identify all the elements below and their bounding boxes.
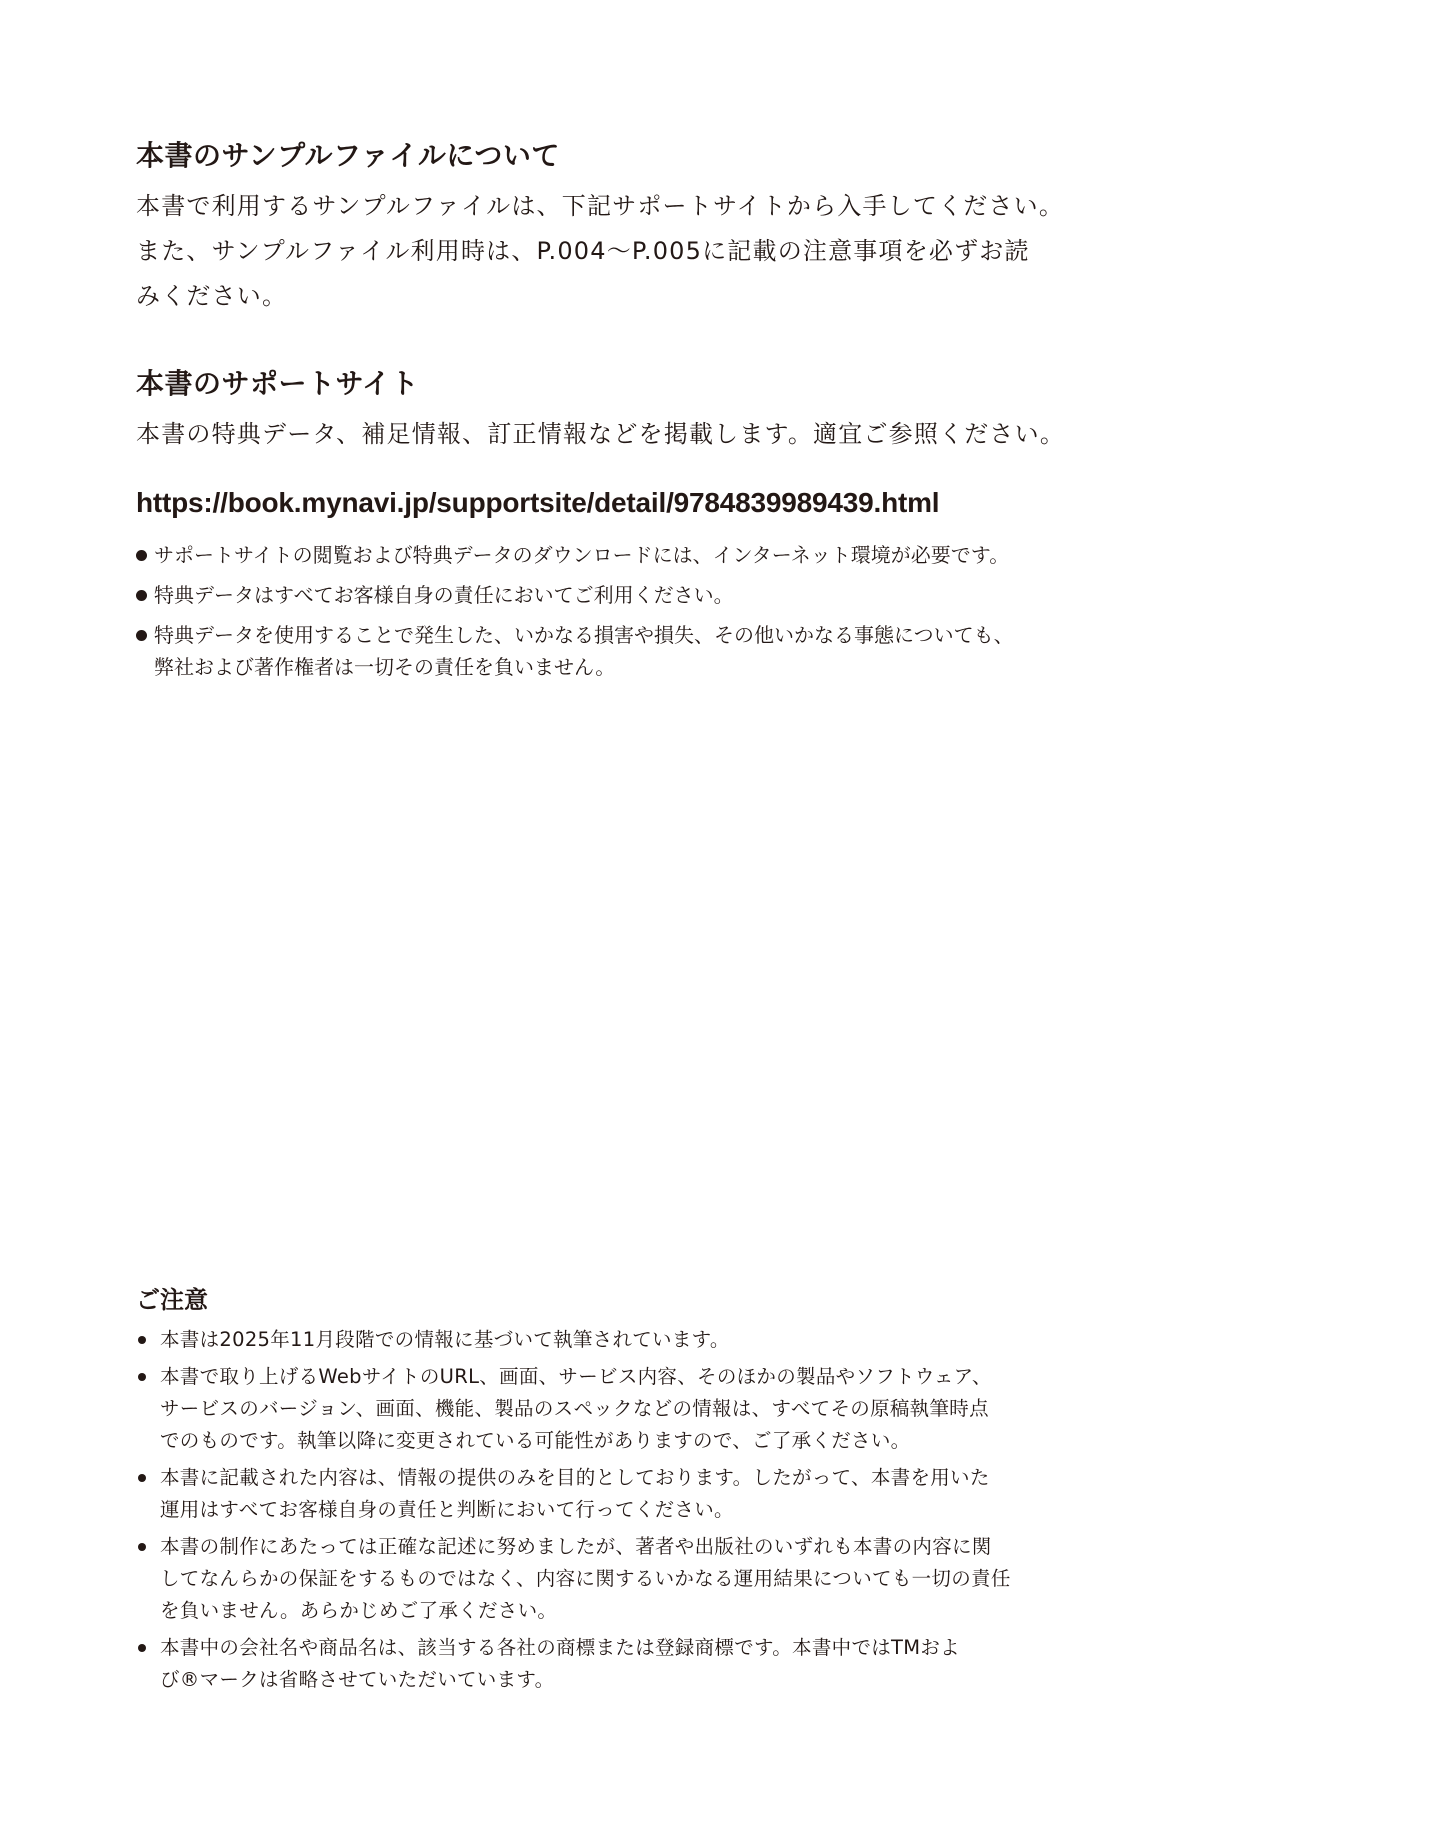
list-item — [136, 1361, 1066, 1457]
bullet-icon — [136, 590, 147, 601]
list-item-line: サポートサイトの閲覧および特典データのダウンロードには、インターネット環境が必要です。 — [154, 543, 1010, 567]
list-item-line: び®マークは省略させていただいています。 — [160, 1668, 555, 1691]
sample-files-heading: 本書のサンプルファイルについて — [136, 139, 560, 172]
bullet-icon — [136, 630, 147, 641]
list-item-line: を負いません。あらかじめご了承ください。 — [160, 1599, 558, 1622]
list-item-line: 本書は2025年11月段階での情報に基づいて執筆されています。 — [160, 1328, 730, 1351]
list-item-line: 弊社および著作権者は一切その責任を負いません。 — [154, 655, 616, 679]
support-site-url-link[interactable]: https://book.mynavi.jp/supportsite/detail/9784839989439.html — [136, 487, 940, 518]
list-item-line: してなんらかの保証をするものではなく、内容に関するいかなる運用結果についても一切の責任 — [160, 1567, 1011, 1590]
list-item-line: 本書中の会社名や商品名は、該当する各社の商標または登録商標です。本書中ではTMおよ — [160, 1636, 960, 1659]
bullet-icon — [136, 550, 147, 561]
support-site-section — [136, 366, 1066, 691]
list-item-line: 特典データはすべてお客様自身の責任においてご利用ください。 — [154, 583, 734, 607]
paragraph-line: 本書で利用するサンプルファイルは、下記サポートサイトから入手してください。 — [136, 192, 1065, 220]
bullet-icon — [138, 1373, 146, 1381]
notes-list — [136, 1324, 1066, 1696]
list-item-line: 本書に記載された内容は、情報の提供のみを目的としております。したがって、本書を用いた — [160, 1466, 990, 1489]
bullet-icon — [138, 1644, 146, 1652]
list-item-line: 運用はすべてお客様自身の責任と判断において行ってください。 — [160, 1498, 734, 1521]
list-item-line: でのものです。執筆以降に変更されている可能性がありますので、ご了承ください。 — [160, 1429, 911, 1452]
paragraph-line: みください。 — [136, 282, 288, 310]
list-item — [136, 1632, 1066, 1696]
list-item — [136, 579, 1066, 611]
list-item — [136, 619, 1066, 683]
paragraph-line: 本書の特典データ、補足情報、訂正情報などを掲載します。適宜ご参照ください。 — [136, 420, 1066, 448]
list-item — [136, 1531, 1066, 1627]
sample-files-section — [136, 138, 1066, 319]
list-item-line: 本書の制作にあたっては正確な記述に努めましたが、著者や出版社のいずれも本書の内容に関 — [160, 1535, 992, 1558]
support-site-heading: 本書のサポートサイト — [136, 367, 420, 400]
support-site-description — [136, 412, 1066, 457]
sample-files-paragraph — [136, 184, 1066, 319]
bullet-icon — [138, 1336, 146, 1344]
bullet-icon — [138, 1474, 146, 1482]
list-item — [136, 1324, 1066, 1356]
support-site-bullet-list — [136, 539, 1066, 683]
bullet-icon — [138, 1543, 146, 1551]
notes-section — [136, 1284, 1066, 1701]
list-item-line: 特典データを使用することで発生した、いかなる損害や損失、その他いかなる事態についても、 — [154, 623, 1014, 647]
list-item-line: サービスのバージョン、画面、機能、製品のスペックなどの情報は、すべてその原稿執筆時点 — [160, 1397, 989, 1420]
list-item — [136, 539, 1066, 571]
paragraph-line: また、サンプルファイル利用時は、P.004〜P.005に記載の注意事項を必ずお読 — [136, 237, 1030, 265]
list-item — [136, 1462, 1066, 1526]
notes-heading: ご注意 — [136, 1286, 208, 1314]
list-item-line: 本書で取り上げるWebサイトのURL、画面、サービス内容、そのほかの製品やソフトウェア、 — [160, 1365, 992, 1388]
